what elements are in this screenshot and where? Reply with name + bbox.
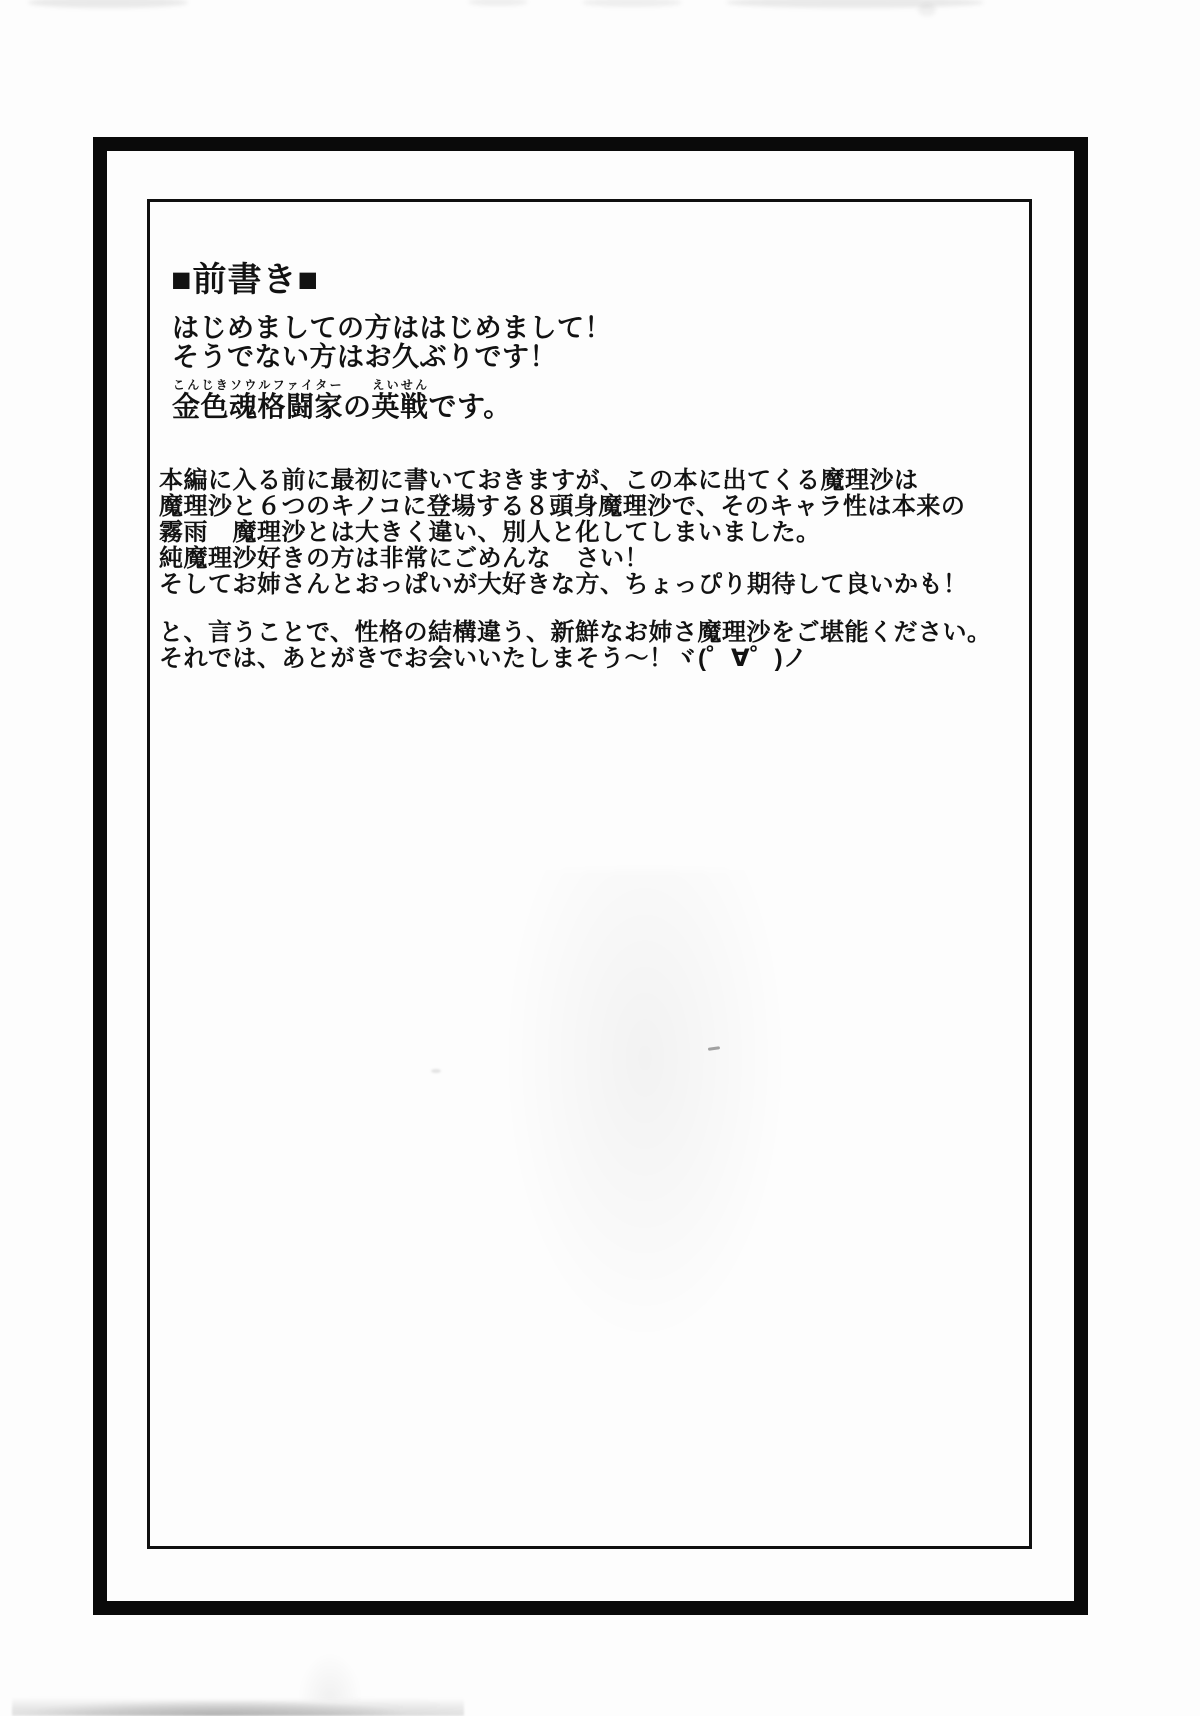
scan-artifact-top-left: [28, 0, 188, 8]
paragraph1-line-4: 純魔理沙好きの方は非常にごめんな さい！: [159, 545, 649, 572]
greeting-line-2: そうでない方はお久ぶりです！: [172, 342, 557, 372]
author-line-tail: です。: [428, 391, 512, 422]
paragraph1-line-5: そしてお姉さんとおっぱいが大好きな方、ちょっぴり期待して良いかも！: [159, 571, 968, 598]
greeting-block: [172, 314, 612, 372]
main-paragraph: [159, 468, 968, 598]
closing-paragraph: [159, 620, 992, 672]
scan-artifact-top-right: [726, 0, 984, 8]
author-name-base: 英戦: [371, 391, 429, 422]
preface-heading: ■前書き■: [171, 261, 320, 299]
author-name-furigana: えいせん: [371, 378, 429, 392]
paragraph1-line-1: 本編に入る前に最初に書いておきますが、この本に出てくる魔理沙は: [159, 467, 919, 494]
scan-artifact-top-mid-1: [468, 0, 528, 6]
author-title-furigana: こんじきソウルファイター: [172, 378, 343, 392]
scan-smudge-bottom-left: [12, 1694, 464, 1716]
scan-artifact-top-mid-2: [582, 0, 682, 7]
author-line-particle: の: [343, 391, 372, 422]
greeting-line-1: はじめましての方ははじめまして！: [172, 313, 612, 343]
scan-smudge-bottom-wisp: [298, 1652, 362, 1700]
paragraph2-line-2: それでは、あとがきでお会いいたしまそう～！ヾ(゜∀゜)ノ: [159, 645, 808, 672]
scan-artifact-top-right-tail: [918, 4, 936, 16]
paragraph1-line-2: 魔理沙と６つのキノコに登場する８頭身魔理沙で、そのキャラ性は本来の: [159, 493, 966, 520]
paragraph1-line-3: 霧雨 魔理沙とは大きく違い、別人と化してしまいました。: [159, 519, 821, 546]
paragraph2-line-1: と、言うことで、性格の結構違う、新鮮なお姉さ魔理沙をご堪能ください。: [159, 619, 992, 646]
author-title-base: 金色魂格闘家: [172, 391, 344, 422]
author-title-ruby: [172, 378, 344, 422]
author-name-line: [172, 378, 512, 423]
author-name-ruby: [371, 378, 429, 422]
